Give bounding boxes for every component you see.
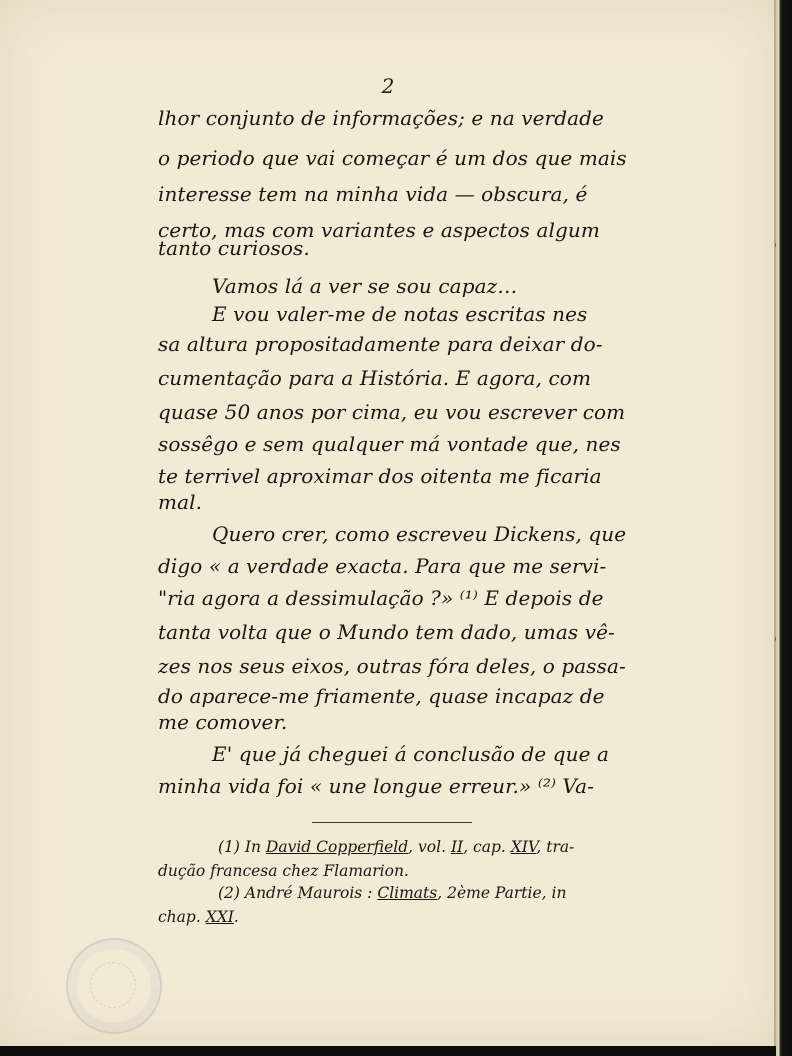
footnote-2-continued bbox=[158, 904, 678, 930]
text-line: Vamos lá a ver se sou capaz… bbox=[212, 274, 518, 298]
text-line: digo « a verdade exacta. Para que me servi- bbox=[158, 554, 607, 578]
footnote-2 bbox=[218, 880, 678, 906]
text-line: tanta volta que o Mundo tem dado, umas vê- bbox=[158, 620, 615, 644]
page-edge bbox=[776, 0, 792, 1056]
volume-number: II bbox=[450, 838, 464, 856]
text-line: mal. bbox=[158, 490, 203, 514]
library-stamp-icon bbox=[66, 938, 162, 1034]
text-line: zes nos seus eixos, outras fóra deles, o passa- bbox=[158, 654, 626, 678]
text-line: "ria agora a dessimulação ?» ⁽¹⁾ E depois de bbox=[158, 586, 604, 610]
footnote-text: (2) André Maurois : bbox=[218, 884, 378, 902]
text-line: me comover. bbox=[158, 710, 288, 734]
text-line: interesse tem na minha vida — obscura, é bbox=[158, 182, 588, 206]
footnote-text: , tra- bbox=[536, 838, 575, 856]
chapter-number: XXI bbox=[205, 908, 234, 926]
text-line: te terrivel aproximar dos oitenta me ficaria bbox=[158, 464, 602, 488]
chapter-number: XIV bbox=[510, 838, 537, 856]
stamp-inner-ring bbox=[90, 962, 136, 1008]
text-line: sa altura propositadamente para deixar do- bbox=[158, 332, 603, 356]
footnote-text: , 2ème Partie, in bbox=[437, 884, 567, 902]
footnote-text: . bbox=[233, 908, 239, 926]
text-line: lhor conjunto de informações; e na verdade bbox=[158, 106, 604, 130]
text-line: minha vida foi « une longue erreur.» ⁽²⁾ Va- bbox=[158, 774, 595, 798]
footnote-text: , cap. bbox=[463, 838, 511, 856]
text-line: certo, mas com variantes e aspectos algum bbox=[158, 218, 600, 242]
footnote-text: , vol. bbox=[408, 838, 451, 856]
text-line: cumentação para a História. E agora, com bbox=[158, 366, 592, 390]
page-number: 2 bbox=[381, 74, 395, 98]
book-title: David Copperfield bbox=[265, 838, 409, 856]
text-line: E vou valer-me de notas escritas nes bbox=[212, 302, 588, 326]
footnote-separator bbox=[312, 822, 472, 823]
footnote-1 bbox=[218, 834, 678, 860]
text-line: E' que já cheguei á conclusão de que a bbox=[212, 742, 610, 766]
text-line: Quero crer, como escreveu Dickens, que bbox=[212, 522, 627, 546]
footnote-text: (1) In bbox=[218, 838, 266, 856]
text-line: tanto curiosos. bbox=[158, 236, 310, 260]
text-line: sossêgo e sem qualquer má vontade que, nes bbox=[158, 432, 621, 456]
footnote-1-continued: dução francesa chez Flamarion. bbox=[158, 862, 409, 880]
text-line: do aparece-me friamente, quase incapaz de bbox=[158, 684, 605, 708]
text-line: o periodo que vai começar é um dos que mais bbox=[158, 146, 627, 170]
book-title: Climats bbox=[377, 884, 438, 902]
footnote-text: chap. bbox=[158, 908, 206, 926]
text-line: quase 50 anos por cima, eu vou escrever com bbox=[158, 400, 626, 424]
